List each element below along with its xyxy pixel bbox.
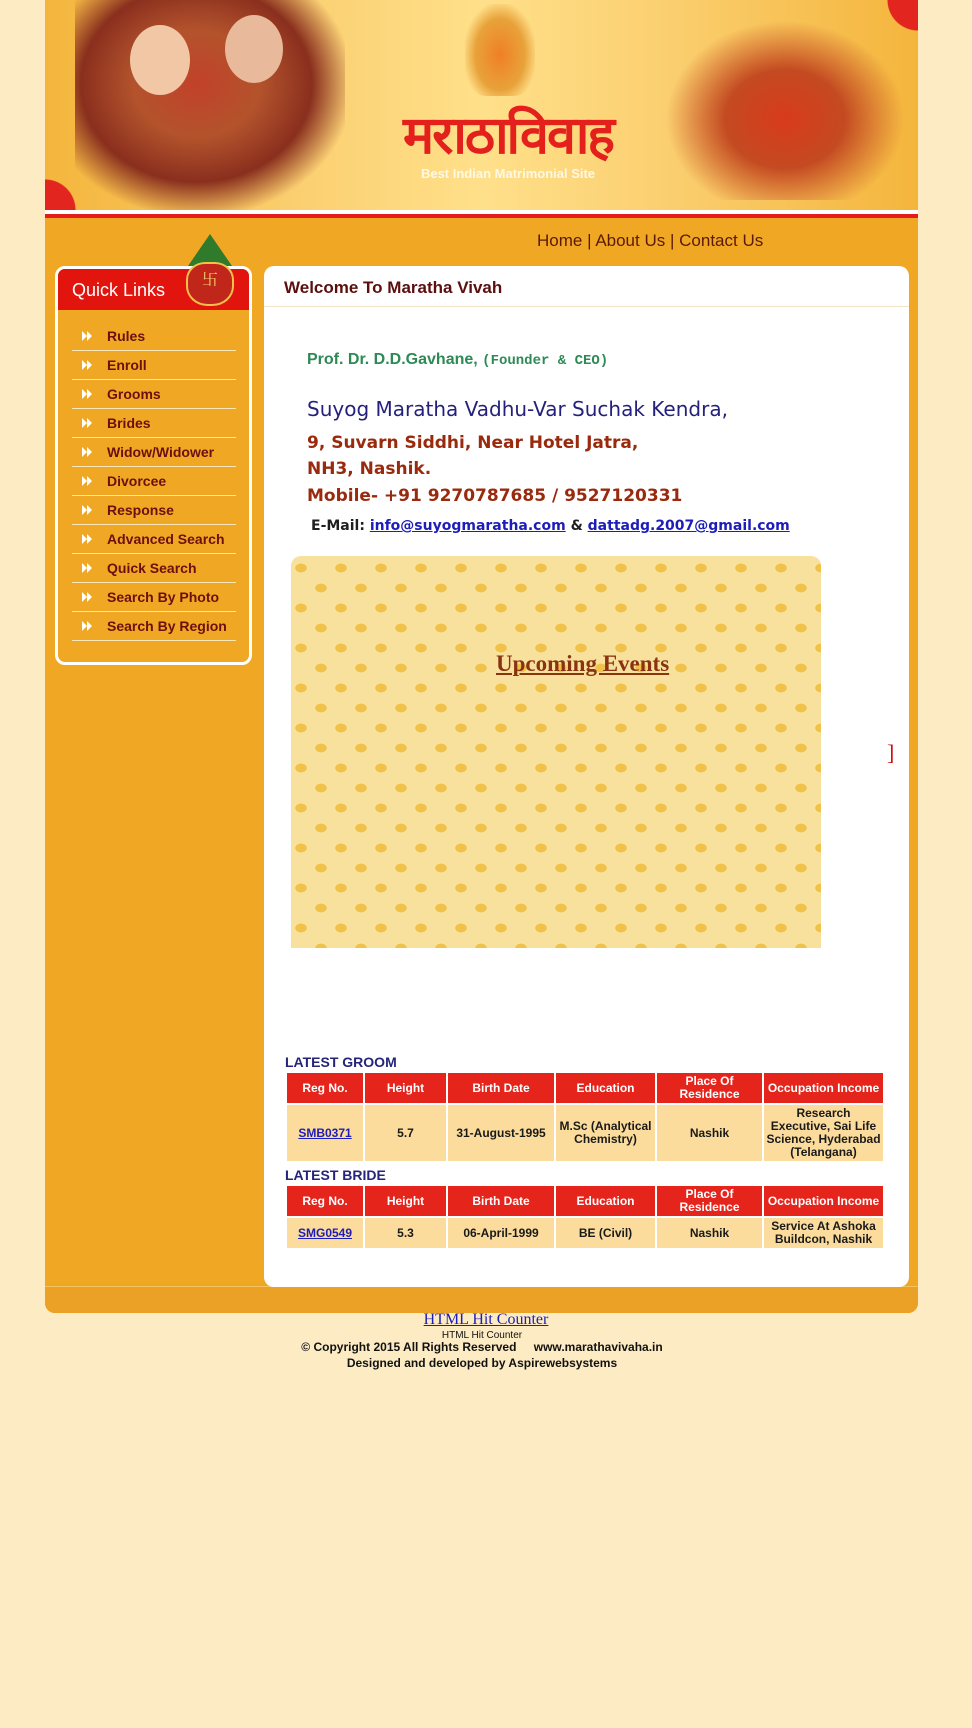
- quick-links-list: [72, 322, 236, 641]
- quick-link-widow[interactable]: [72, 438, 236, 467]
- quick-link-search-region[interactable]: [72, 612, 236, 641]
- table-cell: M.Sc (Analytical Chemistry): [555, 1104, 656, 1162]
- double-chevron-icon: [82, 331, 92, 341]
- table-cell: 5.3: [364, 1217, 447, 1249]
- reg-no-cell: [286, 1104, 364, 1162]
- column-header: Height: [364, 1185, 447, 1217]
- page-title: Welcome To Maratha Vivah: [284, 278, 503, 297]
- reg-no-cell: [286, 1217, 364, 1249]
- quick-link-divorcee[interactable]: [72, 467, 236, 496]
- quick-link-search-photo[interactable]: [72, 583, 236, 612]
- column-header: Occupation Income: [763, 1072, 884, 1104]
- address-line-2: NH3, Nashik.: [307, 459, 432, 479]
- column-header: Place Of Residence: [656, 1072, 763, 1104]
- latest-groom-table: [285, 1071, 885, 1163]
- table-cell: 06-April-1999: [447, 1217, 555, 1249]
- double-chevron-icon: [82, 389, 92, 399]
- table-cell: Research Executive, Sai Life Science, Hyderabad (Telangana): [763, 1104, 884, 1162]
- hit-counter: [0, 1311, 972, 1329]
- nav-about[interactable]: About Us: [595, 231, 666, 250]
- latest-groom-title: LATEST GROOM: [285, 1054, 397, 1070]
- quick-link-label[interactable]: Widow/Widower: [107, 444, 215, 460]
- upcoming-events-link[interactable]: Upcoming Events: [496, 651, 670, 676]
- side-bracket-link[interactable]: ]: [887, 740, 895, 765]
- body-bottom-band: [45, 1286, 918, 1313]
- founder-role: (Founder & CEO): [482, 353, 609, 369]
- column-header: Birth Date: [447, 1185, 555, 1217]
- latest-bride-title: LATEST BRIDE: [285, 1167, 386, 1183]
- founder-info: [307, 351, 608, 369]
- double-chevron-icon: [82, 621, 92, 631]
- nav-separator: |: [587, 231, 592, 250]
- column-header: Reg No.: [286, 1072, 364, 1104]
- table-cell: Nashik: [656, 1217, 763, 1249]
- copyright-line: [0, 1340, 964, 1354]
- latest-bride-table: [285, 1184, 885, 1250]
- email-link-gmail[interactable]: dattadg.2007@gmail.com: [587, 518, 790, 534]
- email-and: &: [570, 518, 583, 534]
- quick-link-label[interactable]: Advanced Search: [107, 531, 225, 547]
- quick-link-response[interactable]: [72, 496, 236, 525]
- kalash-icon: [182, 234, 238, 308]
- table-cell: BE (Civil): [555, 1217, 656, 1249]
- nav-contact[interactable]: Contact Us: [679, 231, 764, 250]
- quick-link-label[interactable]: Search By Photo: [107, 589, 220, 605]
- swastik-icon: 卐: [201, 272, 218, 289]
- column-header: Reg No.: [286, 1185, 364, 1217]
- double-chevron-icon: [82, 476, 92, 486]
- title-divider: [264, 306, 909, 307]
- site-tagline: Best Indian Matrimonial Site: [420, 166, 596, 181]
- mobile-number: Mobile- +91 9270787685 / 9527120331: [307, 486, 683, 506]
- table-row: [286, 1217, 884, 1249]
- email-link-info[interactable]: info@suyogmaratha.com: [369, 518, 566, 534]
- double-chevron-icon: [82, 592, 92, 602]
- hit-counter-caption: HTML Hit Counter: [441, 1330, 523, 1341]
- double-chevron-icon: [82, 563, 92, 573]
- ganesh-icon: [465, 4, 535, 96]
- developer-credit: Designed and developed by Aspirewebsystems: [346, 1356, 618, 1370]
- double-chevron-icon: [82, 534, 92, 544]
- double-chevron-icon: [82, 418, 92, 428]
- address-line-1: 9, Suvarn Siddhi, Near Hotel Jatra,: [307, 433, 639, 453]
- quick-link-grooms[interactable]: [72, 380, 236, 409]
- double-chevron-icon: [82, 360, 92, 370]
- column-header: Education: [555, 1072, 656, 1104]
- quick-link-quick-search[interactable]: [72, 554, 236, 583]
- table-header-row: [286, 1072, 884, 1104]
- site-url: www.marathavivaha.in: [533, 1340, 663, 1354]
- reg-no-link[interactable]: SMG0549: [297, 1225, 353, 1240]
- email-line: [311, 518, 790, 534]
- column-header: Education: [555, 1185, 656, 1217]
- quick-link-brides[interactable]: [72, 409, 236, 438]
- quick-link-advanced-search[interactable]: [72, 525, 236, 554]
- founder-name: Prof. Dr. D.D.Gavhane,: [307, 351, 478, 368]
- quick-link-label[interactable]: Brides: [107, 415, 151, 431]
- table-cell: 5.7: [364, 1104, 447, 1162]
- column-header: Place Of Residence: [656, 1185, 763, 1217]
- quick-link-label[interactable]: Grooms: [107, 386, 161, 402]
- email-label: E-Mail:: [311, 518, 365, 534]
- table-cell: 31-August-1995: [447, 1104, 555, 1162]
- copyright-text: © Copyright 2015 All Rights Reserved: [301, 1340, 517, 1354]
- couple-image: [75, 0, 345, 210]
- top-nav: [537, 231, 763, 251]
- column-header: Height: [364, 1072, 447, 1104]
- site-logo-title[interactable]: मराठाविवाह: [403, 105, 613, 166]
- header-banner: [45, 0, 918, 210]
- quick-link-label[interactable]: Quick Search: [107, 560, 197, 576]
- nav-separator: |: [669, 231, 675, 250]
- quick-links-title: Quick Links: [72, 280, 166, 300]
- hit-counter-link[interactable]: HTML Hit Counter: [423, 1311, 549, 1328]
- column-header: Occupation Income: [763, 1185, 884, 1217]
- table-row: [286, 1104, 884, 1162]
- quick-link-label[interactable]: Search By Region: [107, 618, 227, 634]
- double-chevron-icon: [82, 447, 92, 457]
- organization-name: Suyog Maratha Vadhu-Var Suchak Kendra,: [307, 397, 728, 421]
- quick-link-label[interactable]: Divorcee: [107, 473, 167, 489]
- quick-link-label[interactable]: Rules: [107, 328, 146, 344]
- quick-link-rules[interactable]: [72, 322, 236, 351]
- table-cell: Nashik: [656, 1104, 763, 1162]
- procession-image: [665, 20, 905, 200]
- quick-link-label[interactable]: Response: [107, 502, 174, 518]
- nav-home[interactable]: Home: [537, 231, 583, 250]
- quick-link-label[interactable]: Enroll: [107, 357, 147, 373]
- table-header-row: [286, 1185, 884, 1217]
- table-cell: Service At Ashoka Buildcon, Nashik: [763, 1217, 884, 1249]
- quick-link-enroll[interactable]: [72, 351, 236, 380]
- upcoming-events-box: [291, 556, 821, 948]
- reg-no-link[interactable]: SMB0371: [298, 1125, 352, 1140]
- column-header: Birth Date: [447, 1072, 555, 1104]
- double-chevron-icon: [82, 505, 92, 515]
